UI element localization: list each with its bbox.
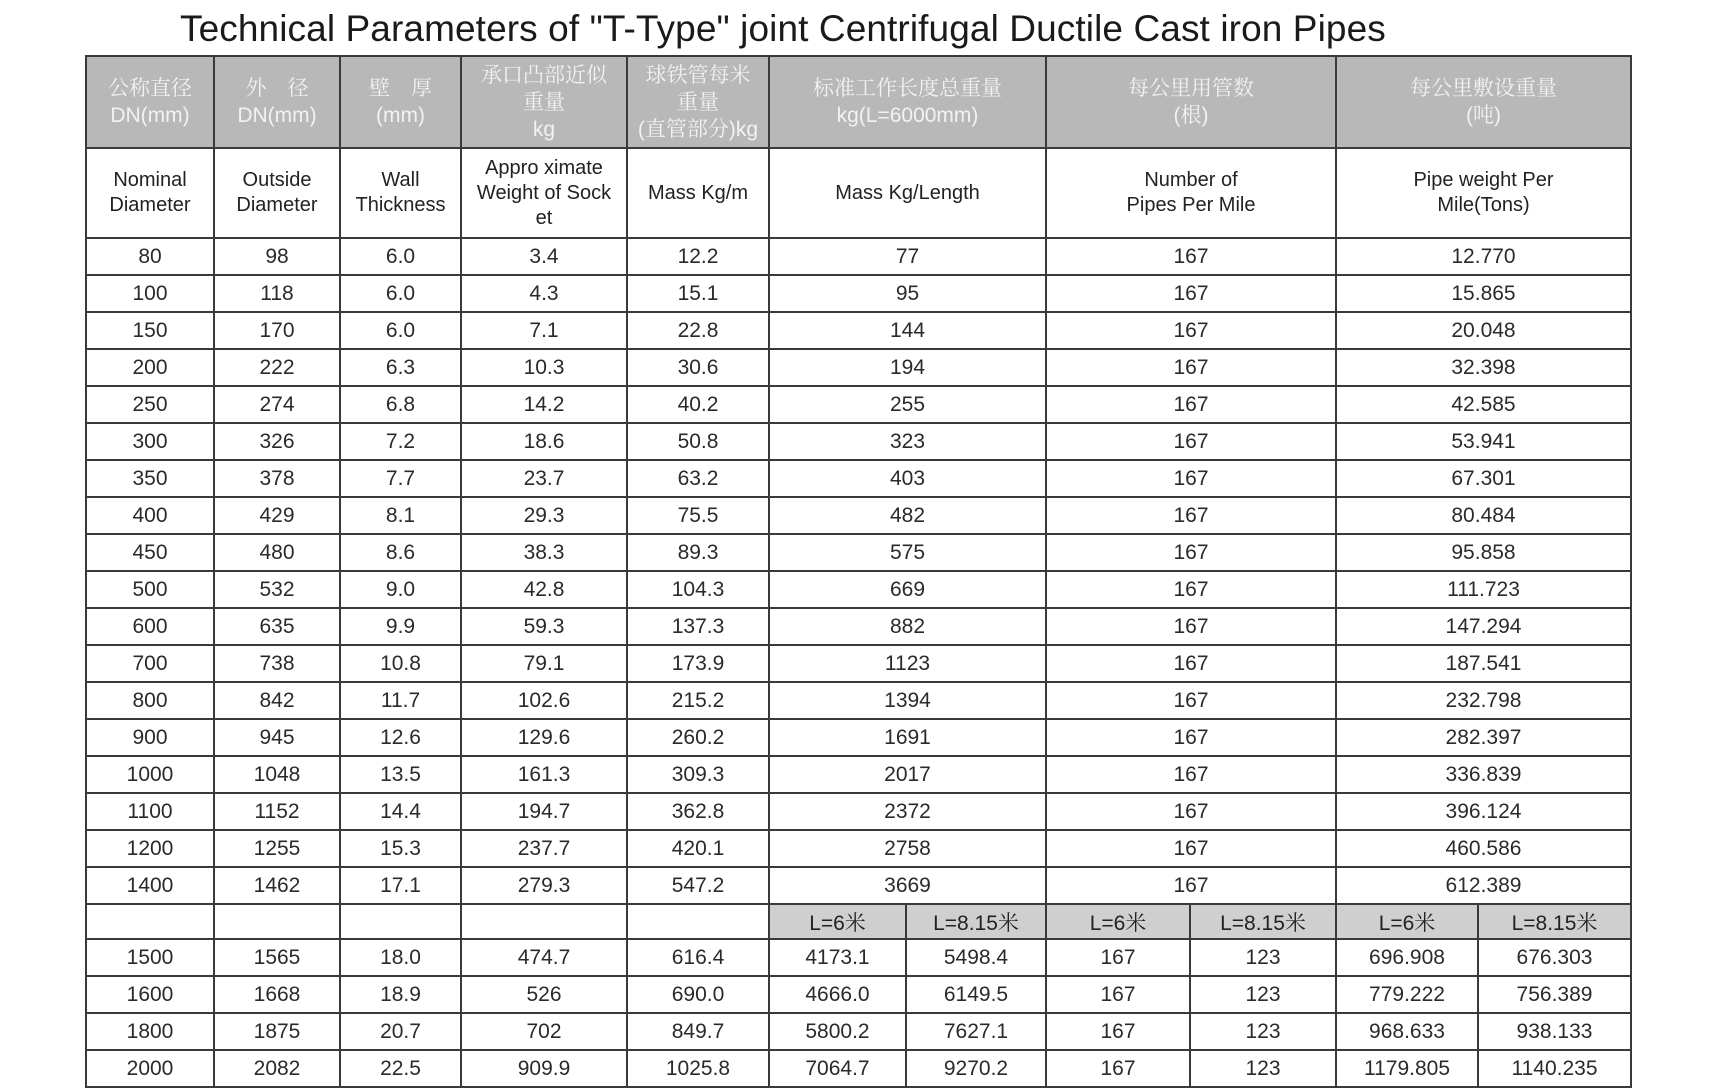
- table-row: [86, 976, 1631, 1013]
- table-cell: 42.8: [461, 571, 627, 608]
- table-cell: 100: [86, 275, 214, 312]
- table-cell: 14.4: [340, 793, 461, 830]
- table-cell: 89.3: [627, 534, 769, 571]
- table-cell: 150: [86, 312, 214, 349]
- table-cell: 20.048: [1336, 312, 1631, 349]
- table-cell: 274: [214, 386, 340, 423]
- table-cell: 123: [1190, 976, 1336, 1013]
- page-title: Technical Parameters of "T-Type" joint Centrifugal Ductile Cast iron Pipes: [180, 8, 1386, 49]
- header-en-cell: Mass Kg/Length: [769, 148, 1046, 238]
- table-cell: 2372: [769, 793, 1046, 830]
- table-cell: 167: [1046, 1050, 1190, 1087]
- header-cn-cell: 标准工作长度总重量 kg(L=6000mm): [769, 56, 1046, 148]
- table-cell: 702: [461, 1013, 627, 1050]
- table-cell: 123: [1190, 939, 1336, 976]
- table-cell: 260.2: [627, 719, 769, 756]
- table-row: [86, 1013, 1631, 1050]
- table-cell: 75.5: [627, 497, 769, 534]
- table-cell: 8.1: [340, 497, 461, 534]
- table-cell: 738: [214, 645, 340, 682]
- empty-cell: [86, 904, 214, 939]
- header-en-cell: Pipe weight Per Mile(Tons): [1336, 148, 1631, 238]
- table-cell: 842: [214, 682, 340, 719]
- empty-cell: [627, 904, 769, 939]
- table-cell: 3.4: [461, 238, 627, 275]
- table-cell: 396.124: [1336, 793, 1631, 830]
- table-cell: 98: [214, 238, 340, 275]
- table-cell: 460.586: [1336, 830, 1631, 867]
- table-cell: 882: [769, 608, 1046, 645]
- table-cell: 173.9: [627, 645, 769, 682]
- table-cell: 1025.8: [627, 1050, 769, 1087]
- table-cell: 350: [86, 460, 214, 497]
- table-cell: 938.133: [1478, 1013, 1631, 1050]
- table-cell: 326: [214, 423, 340, 460]
- table-cell: 945: [214, 719, 340, 756]
- table-cell: 532: [214, 571, 340, 608]
- table-cell: 362.8: [627, 793, 769, 830]
- table-cell: 53.941: [1336, 423, 1631, 460]
- table-row: [86, 867, 1631, 904]
- table-cell: 167: [1046, 645, 1336, 682]
- table-cell: 22.8: [627, 312, 769, 349]
- table-cell: 9270.2: [906, 1050, 1046, 1087]
- table-cell: 95: [769, 275, 1046, 312]
- table-cell: 167: [1046, 830, 1336, 867]
- table-cell: 187.541: [1336, 645, 1631, 682]
- table-row: [86, 460, 1631, 497]
- table-cell: 167: [1046, 719, 1336, 756]
- length-subheader-cell: L=8.15米: [906, 904, 1046, 939]
- table-cell: 200: [86, 349, 214, 386]
- table-cell: 690.0: [627, 976, 769, 1013]
- header-en-cell: Wall Thickness: [340, 148, 461, 238]
- table-cell: 9.9: [340, 608, 461, 645]
- table-cell: 2082: [214, 1050, 340, 1087]
- parameters-table: [85, 55, 1632, 1088]
- table-cell: 232.798: [1336, 682, 1631, 719]
- table-cell: 909.9: [461, 1050, 627, 1087]
- table-cell: 13.5: [340, 756, 461, 793]
- table-row: [86, 608, 1631, 645]
- table-cell: 118: [214, 275, 340, 312]
- table-row: [86, 1050, 1631, 1087]
- table-cell: 575: [769, 534, 1046, 571]
- table-cell: 22.5: [340, 1050, 461, 1087]
- table-cell: 500: [86, 571, 214, 608]
- table-cell: 300: [86, 423, 214, 460]
- table-cell: 167: [1046, 608, 1336, 645]
- table-cell: 18.9: [340, 976, 461, 1013]
- table-cell: 1691: [769, 719, 1046, 756]
- table-cell: 1668: [214, 976, 340, 1013]
- table-cell: 547.2: [627, 867, 769, 904]
- table-cell: 635: [214, 608, 340, 645]
- table-cell: 167: [1046, 312, 1336, 349]
- table-cell: 612.389: [1336, 867, 1631, 904]
- table-cell: 10.3: [461, 349, 627, 386]
- table-cell: 1875: [214, 1013, 340, 1050]
- table-cell: 1140.235: [1478, 1050, 1631, 1087]
- table-row: [86, 312, 1631, 349]
- table-cell: 18.0: [340, 939, 461, 976]
- table-cell: 167: [1046, 682, 1336, 719]
- table-cell: 1048: [214, 756, 340, 793]
- table-cell: 323: [769, 423, 1046, 460]
- table-cell: 1000: [86, 756, 214, 793]
- header-cn-cell: 壁 厚 (mm): [340, 56, 461, 148]
- table-cell: 129.6: [461, 719, 627, 756]
- table-cell: 167: [1046, 386, 1336, 423]
- table-row: [86, 756, 1631, 793]
- table-cell: 40.2: [627, 386, 769, 423]
- main-rows: [86, 238, 1631, 904]
- table-cell: 1500: [86, 939, 214, 976]
- table-cell: 676.303: [1478, 939, 1631, 976]
- table-cell: 1179.805: [1336, 1050, 1478, 1087]
- table-cell: 167: [1046, 867, 1336, 904]
- table-cell: 15.865: [1336, 275, 1631, 312]
- table-cell: 669: [769, 571, 1046, 608]
- table-cell: 2017: [769, 756, 1046, 793]
- length-subheader-cell: L=6米: [1046, 904, 1190, 939]
- table-cell: 1462: [214, 867, 340, 904]
- table-cell: 80.484: [1336, 497, 1631, 534]
- table-cell: 14.2: [461, 386, 627, 423]
- table-cell: 12.2: [627, 238, 769, 275]
- table-cell: 67.301: [1336, 460, 1631, 497]
- table-cell: 309.3: [627, 756, 769, 793]
- table-cell: 800: [86, 682, 214, 719]
- table-cell: 167: [1046, 793, 1336, 830]
- table-cell: 336.839: [1336, 756, 1631, 793]
- table-cell: 79.1: [461, 645, 627, 682]
- table-cell: 147.294: [1336, 608, 1631, 645]
- table-cell: 378: [214, 460, 340, 497]
- table-cell: 6.0: [340, 312, 461, 349]
- table-cell: 1152: [214, 793, 340, 830]
- table-row: [86, 238, 1631, 275]
- table-cell: 167: [1046, 460, 1336, 497]
- table-cell: 7627.1: [906, 1013, 1046, 1050]
- table-cell: 167: [1046, 238, 1336, 275]
- table-cell: 6149.5: [906, 976, 1046, 1013]
- table-row: [86, 534, 1631, 571]
- empty-cell: [214, 904, 340, 939]
- header-en-cell: Number of Pipes Per Mile: [1046, 148, 1336, 238]
- table-cell: 6.8: [340, 386, 461, 423]
- table-cell: 756.389: [1478, 976, 1631, 1013]
- table-cell: 167: [1046, 939, 1190, 976]
- table-cell: 420.1: [627, 830, 769, 867]
- table-cell: 77: [769, 238, 1046, 275]
- table-cell: 59.3: [461, 608, 627, 645]
- table-cell: 18.6: [461, 423, 627, 460]
- table-cell: 849.7: [627, 1013, 769, 1050]
- empty-cell: [461, 904, 627, 939]
- table-row: [86, 682, 1631, 719]
- table-cell: 429: [214, 497, 340, 534]
- table-cell: 222: [214, 349, 340, 386]
- table-cell: 526: [461, 976, 627, 1013]
- table-row: [86, 386, 1631, 423]
- table-cell: 8.6: [340, 534, 461, 571]
- length-subheader-cell: L=6米: [769, 904, 906, 939]
- table-cell: 696.908: [1336, 939, 1478, 976]
- table-cell: 7.1: [461, 312, 627, 349]
- table-cell: 9.0: [340, 571, 461, 608]
- table-cell: 255: [769, 386, 1046, 423]
- table-cell: 11.7: [340, 682, 461, 719]
- header-row-cn: [86, 56, 1631, 148]
- table-cell: 38.3: [461, 534, 627, 571]
- table-cell: 5800.2: [769, 1013, 906, 1050]
- table-cell: 7.2: [340, 423, 461, 460]
- table-cell: 4666.0: [769, 976, 906, 1013]
- table-cell: 1800: [86, 1013, 214, 1050]
- table-cell: 111.723: [1336, 571, 1631, 608]
- table-cell: 1394: [769, 682, 1046, 719]
- table-cell: 7.7: [340, 460, 461, 497]
- table-cell: 4.3: [461, 275, 627, 312]
- table-cell: 5498.4: [906, 939, 1046, 976]
- table-row: [86, 793, 1631, 830]
- table-cell: 1565: [214, 939, 340, 976]
- table-cell: 1123: [769, 645, 1046, 682]
- table-cell: 900: [86, 719, 214, 756]
- table-cell: 137.3: [627, 608, 769, 645]
- length-subheader-row: [86, 904, 1631, 939]
- table-cell: 1400: [86, 867, 214, 904]
- table-cell: 167: [1046, 349, 1336, 386]
- table-cell: 170: [214, 312, 340, 349]
- table-cell: 482: [769, 497, 1046, 534]
- header-en-cell: Mass Kg/m: [627, 148, 769, 238]
- table-cell: 1100: [86, 793, 214, 830]
- table-row: [86, 939, 1631, 976]
- header-cn-cell: 公称直径 DN(mm): [86, 56, 214, 148]
- table-cell: 167: [1046, 534, 1336, 571]
- table-cell: 167: [1046, 756, 1336, 793]
- table-cell: 480: [214, 534, 340, 571]
- table-cell: 194: [769, 349, 1046, 386]
- table-cell: 20.7: [340, 1013, 461, 1050]
- table-cell: 15.1: [627, 275, 769, 312]
- table-cell: 7064.7: [769, 1050, 906, 1087]
- table-cell: 2758: [769, 830, 1046, 867]
- table-cell: 63.2: [627, 460, 769, 497]
- table-cell: 167: [1046, 423, 1336, 460]
- empty-cell: [340, 904, 461, 939]
- length-subheader-cell: L=8.15米: [1190, 904, 1336, 939]
- table-cell: 282.397: [1336, 719, 1631, 756]
- header-en-cell: Appro ximate Weight of Sock et: [461, 148, 627, 238]
- table-cell: 167: [1046, 1013, 1190, 1050]
- table-cell: 30.6: [627, 349, 769, 386]
- table-cell: 29.3: [461, 497, 627, 534]
- table-cell: 3669: [769, 867, 1046, 904]
- table-cell: 400: [86, 497, 214, 534]
- table-row: [86, 645, 1631, 682]
- table-cell: 123: [1190, 1013, 1336, 1050]
- header-cn-cell: 每公里用管数 (根): [1046, 56, 1336, 148]
- table-cell: 474.7: [461, 939, 627, 976]
- table-cell: 6.0: [340, 275, 461, 312]
- header-cn-cell: 外 径 DN(mm): [214, 56, 340, 148]
- table-cell: 144: [769, 312, 1046, 349]
- table-cell: 4173.1: [769, 939, 906, 976]
- table-cell: 237.7: [461, 830, 627, 867]
- table-cell: 403: [769, 460, 1046, 497]
- table-cell: 167: [1046, 571, 1336, 608]
- table-cell: 95.858: [1336, 534, 1631, 571]
- table-cell: 42.585: [1336, 386, 1631, 423]
- table-cell: 80: [86, 238, 214, 275]
- table-cell: 6.3: [340, 349, 461, 386]
- header-en-cell: Nominal Diameter: [86, 148, 214, 238]
- header-cn-cell: 球铁管每米 重量 (直管部分)kg: [627, 56, 769, 148]
- table-cell: 2000: [86, 1050, 214, 1087]
- table-cell: 104.3: [627, 571, 769, 608]
- table-cell: 600: [86, 608, 214, 645]
- table-cell: 1600: [86, 976, 214, 1013]
- table-row: [86, 423, 1631, 460]
- large-rows: [86, 939, 1631, 1087]
- table-cell: 167: [1046, 275, 1336, 312]
- table-cell: 450: [86, 534, 214, 571]
- table-cell: 12.6: [340, 719, 461, 756]
- header-row-en: [86, 148, 1631, 238]
- table-cell: 616.4: [627, 939, 769, 976]
- table-row: [86, 349, 1631, 386]
- header-en-cell: Outside Diameter: [214, 148, 340, 238]
- table-cell: 32.398: [1336, 349, 1631, 386]
- table-row: [86, 497, 1631, 534]
- table-cell: 250: [86, 386, 214, 423]
- table-row: [86, 571, 1631, 608]
- table-cell: 12.770: [1336, 238, 1631, 275]
- table-cell: 123: [1190, 1050, 1336, 1087]
- table-cell: 15.3: [340, 830, 461, 867]
- table-cell: 23.7: [461, 460, 627, 497]
- table-row: [86, 719, 1631, 756]
- table-cell: 10.8: [340, 645, 461, 682]
- table-cell: 17.1: [340, 867, 461, 904]
- length-subheader-cell: L=6米: [1336, 904, 1478, 939]
- table-cell: 194.7: [461, 793, 627, 830]
- table-cell: 6.0: [340, 238, 461, 275]
- table-cell: 968.633: [1336, 1013, 1478, 1050]
- table-cell: 161.3: [461, 756, 627, 793]
- table-cell: 167: [1046, 497, 1336, 534]
- table-cell: 50.8: [627, 423, 769, 460]
- table-cell: 1255: [214, 830, 340, 867]
- table-cell: 167: [1046, 976, 1190, 1013]
- table-cell: 1200: [86, 830, 214, 867]
- header-cn-cell: 承口凸部近似 重量 kg: [461, 56, 627, 148]
- table-cell: 700: [86, 645, 214, 682]
- table-cell: 779.222: [1336, 976, 1478, 1013]
- table-cell: 279.3: [461, 867, 627, 904]
- table-row: [86, 830, 1631, 867]
- header-cn-cell: 每公里敷设重量 (吨): [1336, 56, 1631, 148]
- table-cell: 102.6: [461, 682, 627, 719]
- table-cell: 215.2: [627, 682, 769, 719]
- table-row: [86, 275, 1631, 312]
- length-subheader-cell: L=8.15米: [1478, 904, 1631, 939]
